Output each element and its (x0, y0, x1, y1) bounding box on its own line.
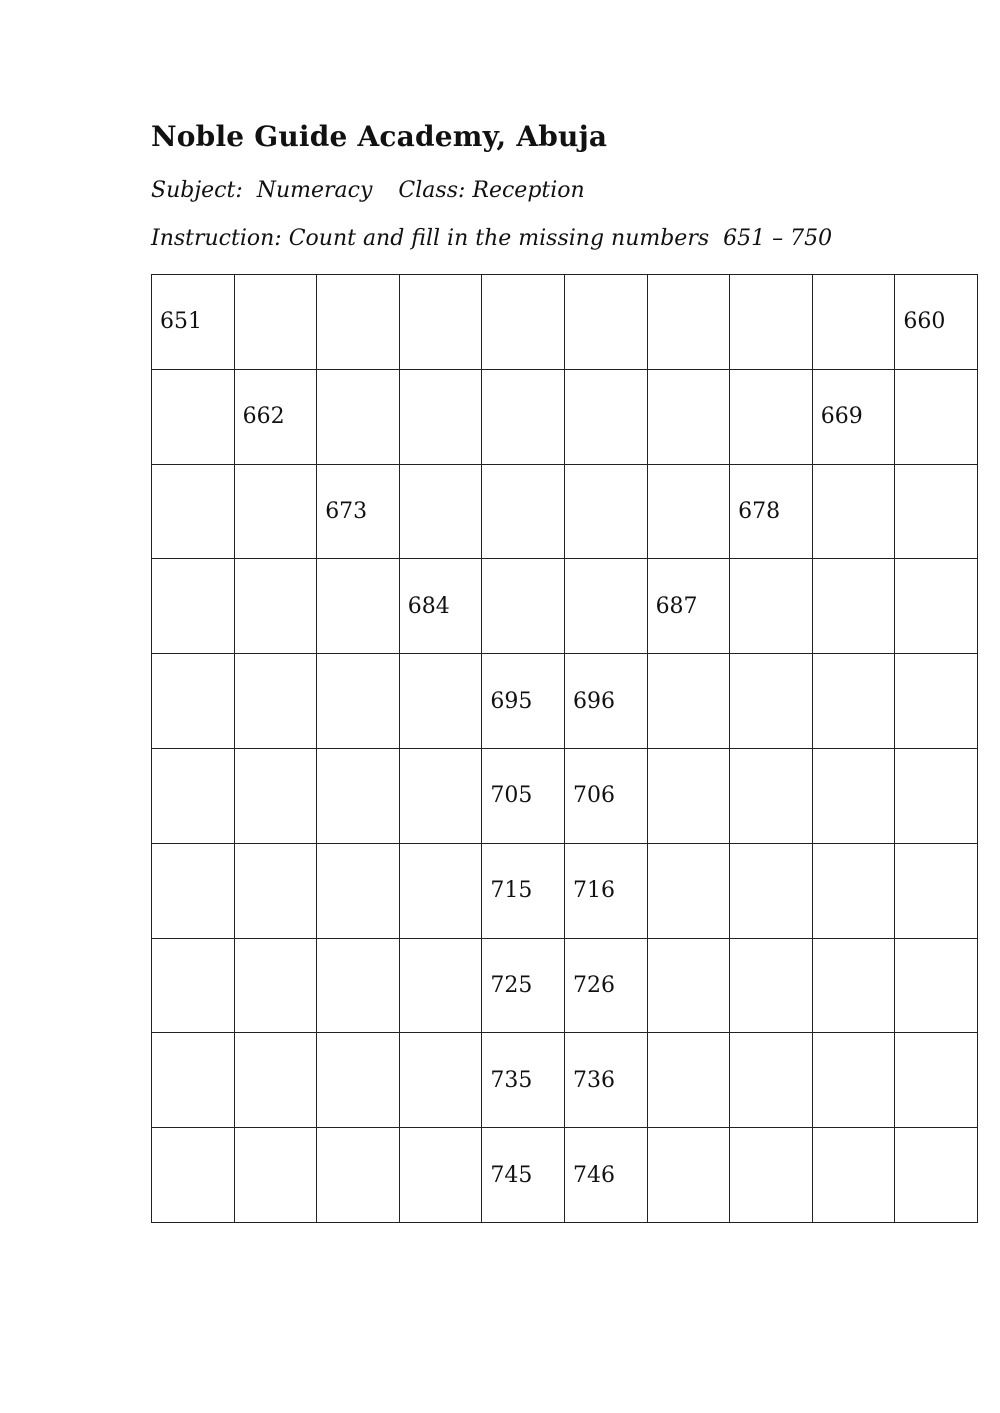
blank-number-cell[interactable] (152, 654, 235, 749)
blank-number-cell[interactable] (317, 1128, 400, 1223)
grid-row (152, 464, 978, 559)
blank-number-cell[interactable] (482, 559, 565, 654)
given-number-cell: 673 (317, 464, 400, 559)
blank-number-cell[interactable] (647, 843, 730, 938)
blank-number-cell[interactable] (647, 369, 730, 464)
blank-number-cell[interactable] (895, 654, 978, 749)
blank-number-cell[interactable] (647, 275, 730, 370)
given-number-cell: 695 (482, 654, 565, 749)
blank-number-cell[interactable] (895, 1033, 978, 1128)
blank-number-cell[interactable] (234, 1033, 317, 1128)
blank-number-cell[interactable] (564, 275, 647, 370)
blank-number-cell[interactable] (234, 1128, 317, 1223)
blank-number-cell[interactable] (895, 843, 978, 938)
given-number-cell: 706 (564, 748, 647, 843)
blank-number-cell[interactable] (895, 1128, 978, 1223)
given-number-cell: 660 (895, 275, 978, 370)
given-number-cell: 715 (482, 843, 565, 938)
blank-number-cell[interactable] (812, 748, 895, 843)
given-number-cell: 726 (564, 938, 647, 1033)
given-number-cell: 716 (564, 843, 647, 938)
blank-number-cell[interactable] (317, 748, 400, 843)
blank-number-cell[interactable] (152, 559, 235, 654)
blank-number-cell[interactable] (895, 559, 978, 654)
given-number-cell: 736 (564, 1033, 647, 1128)
grid-row (152, 1033, 978, 1128)
blank-number-cell[interactable] (152, 748, 235, 843)
blank-number-cell[interactable] (399, 938, 482, 1033)
blank-number-cell[interactable] (730, 843, 813, 938)
blank-number-cell[interactable] (234, 464, 317, 559)
blank-number-cell[interactable] (152, 938, 235, 1033)
grid-row (152, 654, 978, 749)
given-number-cell: 678 (730, 464, 813, 559)
given-number-cell: 735 (482, 1033, 565, 1128)
blank-number-cell[interactable] (812, 843, 895, 938)
blank-number-cell[interactable] (812, 559, 895, 654)
blank-number-cell[interactable] (234, 654, 317, 749)
page-title: Noble Guide Academy, Abuja (151, 120, 608, 153)
grid-row (152, 748, 978, 843)
blank-number-cell[interactable] (730, 1033, 813, 1128)
blank-number-cell[interactable] (399, 843, 482, 938)
grid-row (152, 369, 978, 464)
blank-number-cell[interactable] (730, 748, 813, 843)
grid-row (152, 275, 978, 370)
blank-number-cell[interactable] (152, 1033, 235, 1128)
grid-row (152, 1128, 978, 1223)
blank-number-cell[interactable] (730, 369, 813, 464)
blank-number-cell[interactable] (399, 654, 482, 749)
blank-number-cell[interactable] (399, 369, 482, 464)
blank-number-cell[interactable] (730, 559, 813, 654)
blank-number-cell[interactable] (317, 1033, 400, 1128)
blank-number-cell[interactable] (317, 275, 400, 370)
subject-label: Subject: Numeracy (151, 178, 373, 203)
blank-number-cell[interactable] (399, 1128, 482, 1223)
given-number-cell: 696 (564, 654, 647, 749)
blank-number-cell[interactable] (152, 843, 235, 938)
given-number-cell: 687 (647, 559, 730, 654)
blank-number-cell[interactable] (234, 559, 317, 654)
given-number-cell: 651 (152, 275, 235, 370)
blank-number-cell[interactable] (564, 559, 647, 654)
blank-number-cell[interactable] (895, 938, 978, 1033)
subject-class-line (151, 178, 585, 203)
blank-number-cell[interactable] (564, 369, 647, 464)
blank-number-cell[interactable] (647, 748, 730, 843)
blank-number-cell[interactable] (234, 275, 317, 370)
number-grid (151, 274, 978, 1223)
blank-number-cell[interactable] (399, 275, 482, 370)
given-number-cell: 684 (399, 559, 482, 654)
given-number-cell: 662 (234, 369, 317, 464)
blank-number-cell[interactable] (482, 275, 565, 370)
blank-number-cell[interactable] (647, 1128, 730, 1223)
blank-number-cell[interactable] (730, 654, 813, 749)
blank-number-cell[interactable] (895, 464, 978, 559)
blank-number-cell[interactable] (234, 843, 317, 938)
grid-row (152, 843, 978, 938)
blank-number-cell[interactable] (895, 369, 978, 464)
blank-number-cell[interactable] (730, 275, 813, 370)
given-number-cell: 705 (482, 748, 565, 843)
blank-number-cell[interactable] (152, 1128, 235, 1223)
blank-number-cell[interactable] (895, 748, 978, 843)
blank-number-cell[interactable] (647, 1033, 730, 1128)
blank-number-cell[interactable] (317, 843, 400, 938)
blank-number-cell[interactable] (399, 748, 482, 843)
blank-number-cell[interactable] (647, 938, 730, 1033)
blank-number-cell[interactable] (812, 464, 895, 559)
given-number-cell: 669 (812, 369, 895, 464)
blank-number-cell[interactable] (812, 1033, 895, 1128)
blank-number-cell[interactable] (234, 748, 317, 843)
blank-number-cell[interactable] (647, 464, 730, 559)
blank-number-cell[interactable] (812, 1128, 895, 1223)
blank-number-cell[interactable] (399, 464, 482, 559)
given-number-cell: 725 (482, 938, 565, 1033)
blank-number-cell[interactable] (317, 369, 400, 464)
blank-number-cell[interactable] (317, 559, 400, 654)
number-grid-body (152, 275, 978, 1223)
grid-row (152, 559, 978, 654)
blank-number-cell[interactable] (730, 938, 813, 1033)
given-number-cell: 746 (564, 1128, 647, 1223)
blank-number-cell[interactable] (564, 464, 647, 559)
blank-number-cell[interactable] (812, 938, 895, 1033)
blank-number-cell[interactable] (482, 464, 565, 559)
blank-number-cell[interactable] (152, 369, 235, 464)
blank-number-cell[interactable] (730, 1128, 813, 1223)
blank-number-cell[interactable] (152, 464, 235, 559)
class-label: Class: Reception (398, 178, 585, 203)
grid-row (152, 938, 978, 1033)
instruction-text: Instruction: Count and fill in the missing numbers 651 – 750 (151, 226, 833, 251)
blank-number-cell[interactable] (812, 275, 895, 370)
blank-number-cell[interactable] (234, 938, 317, 1033)
blank-number-cell[interactable] (399, 1033, 482, 1128)
given-number-cell: 745 (482, 1128, 565, 1223)
blank-number-cell[interactable] (812, 654, 895, 749)
blank-number-cell[interactable] (317, 938, 400, 1033)
blank-number-cell[interactable] (317, 654, 400, 749)
blank-number-cell[interactable] (482, 369, 565, 464)
blank-number-cell[interactable] (647, 654, 730, 749)
